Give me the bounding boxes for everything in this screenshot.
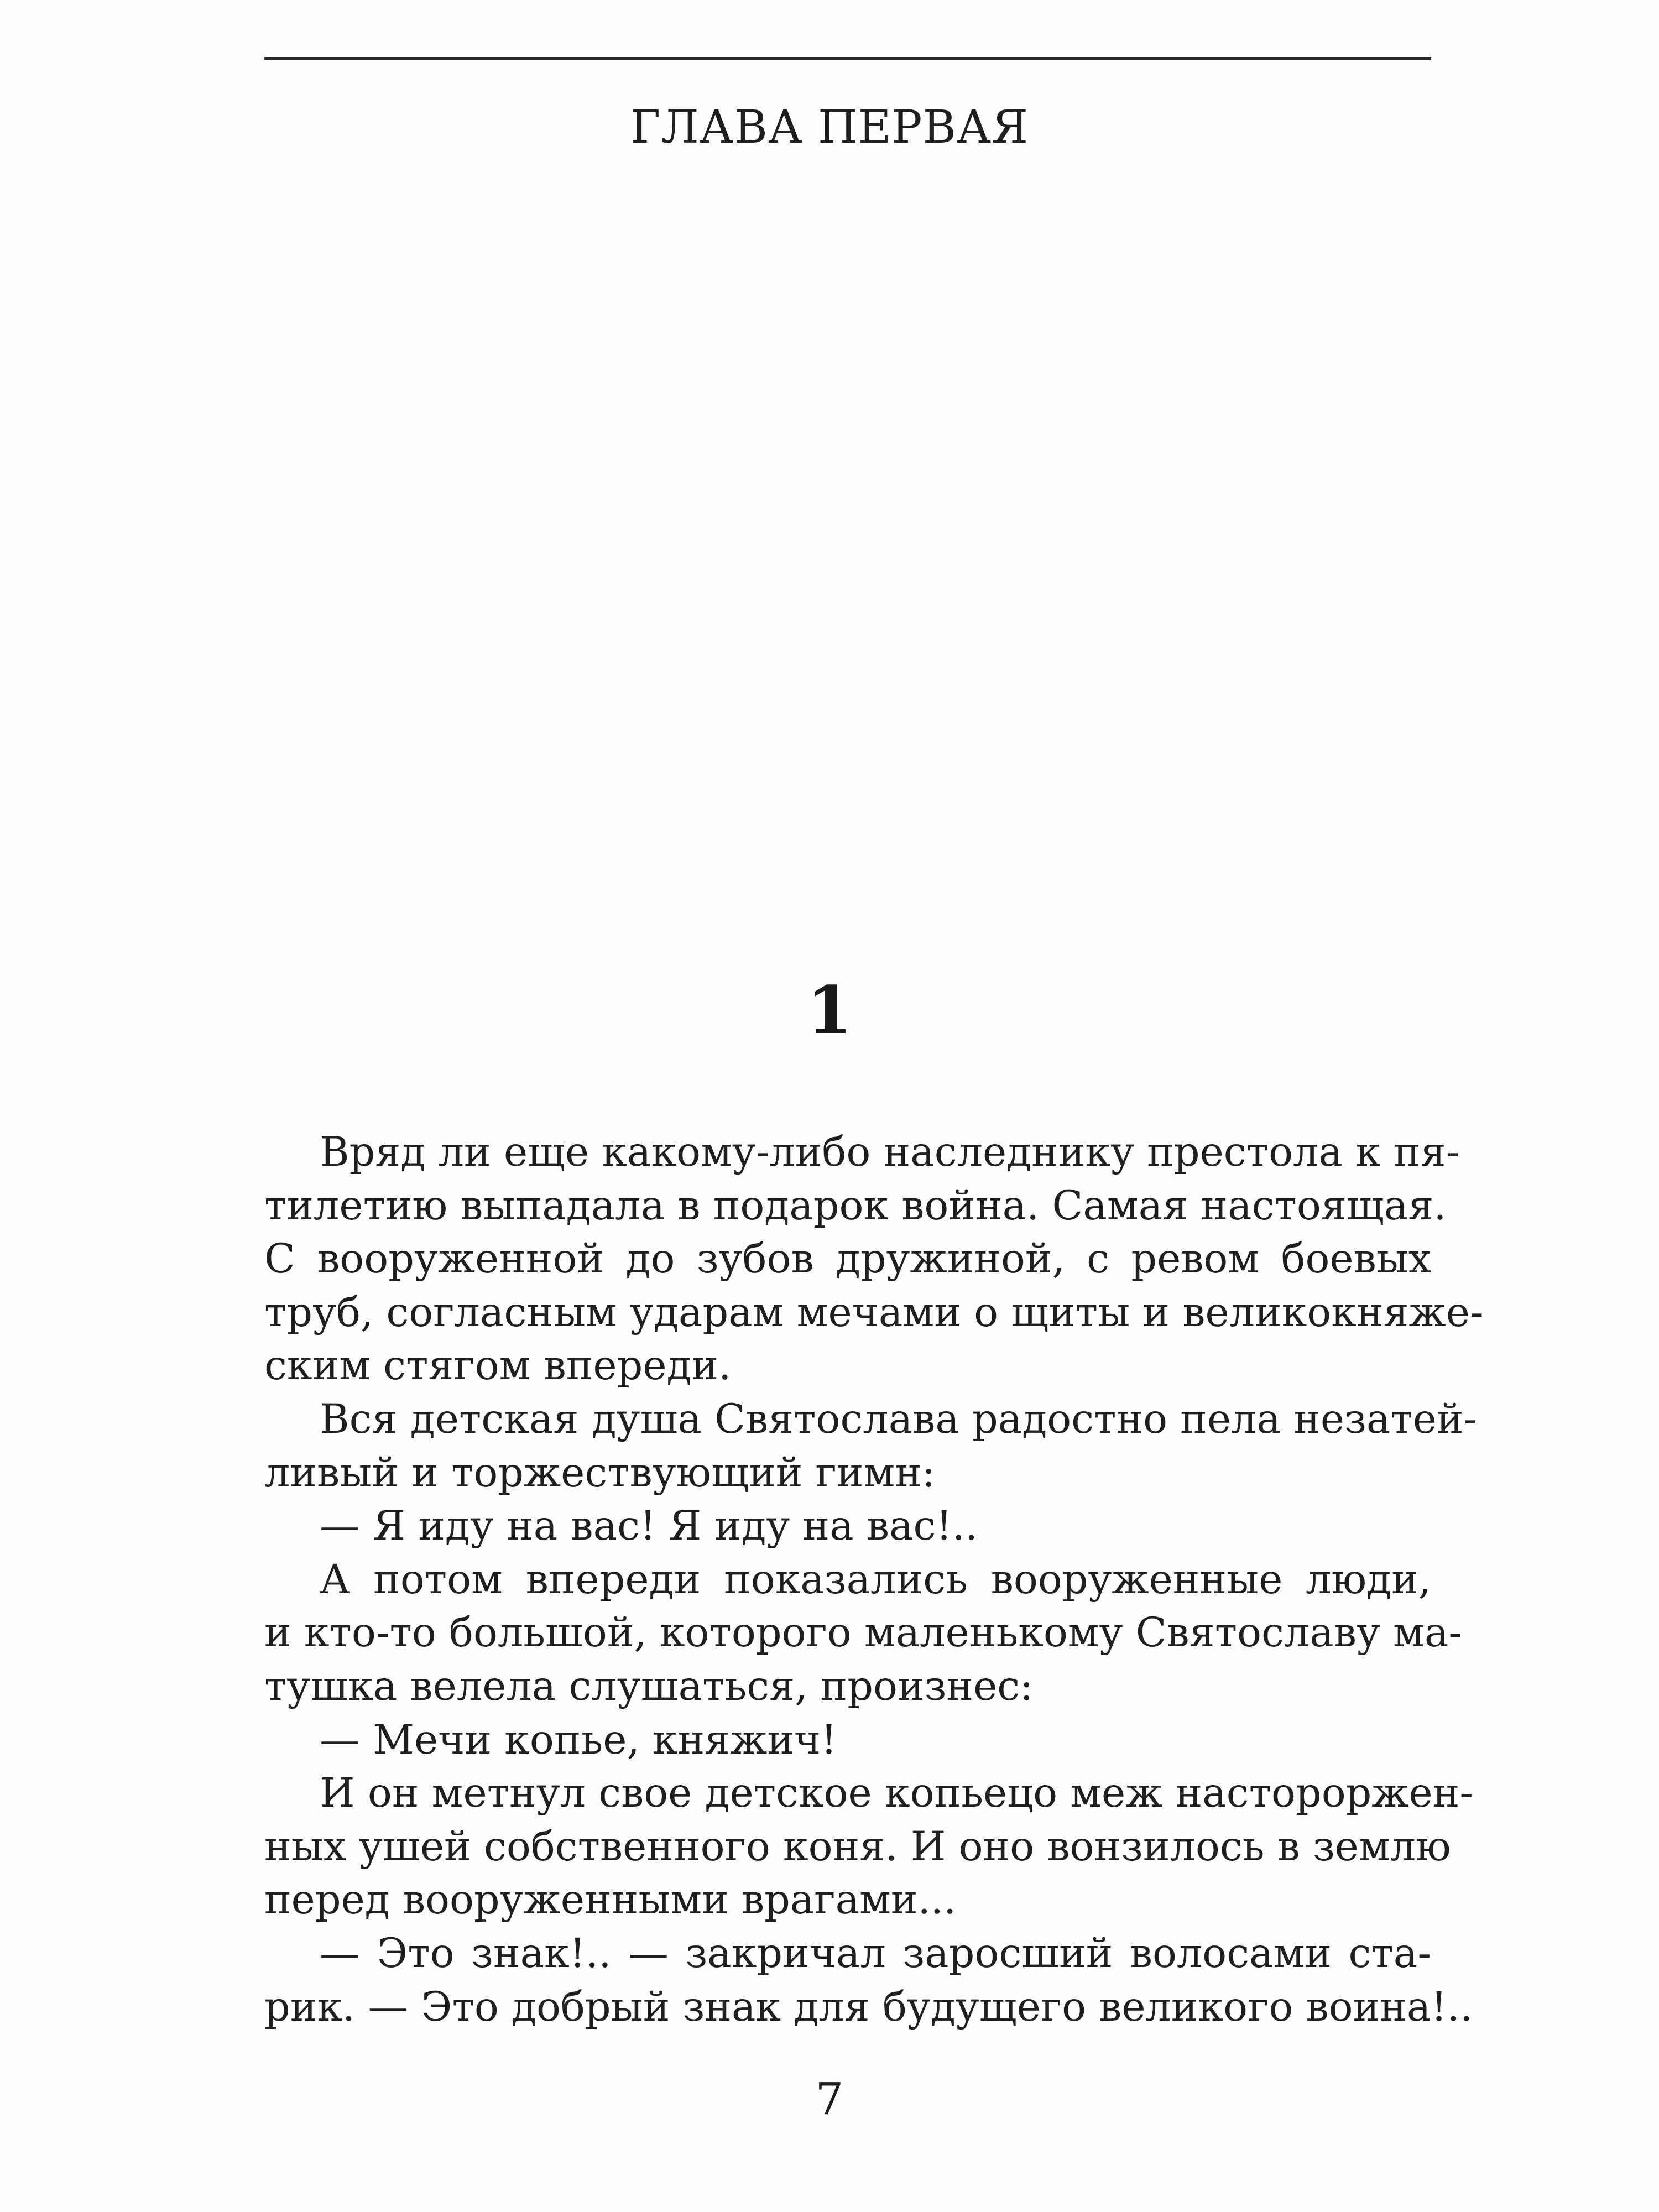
- text-line: ливый и торжествующий гимн:: [264, 1449, 936, 1496]
- text-line: тушка велела слушаться, произнес:: [264, 1662, 1034, 1710]
- text-line: С вооруженной до зубов дружиной, с ревом боевых: [264, 1235, 1431, 1283]
- header-rule: [264, 57, 1431, 60]
- text-line: Вряд ли еще какому-либо наследнику престола к пя-: [320, 1129, 1460, 1176]
- text-line: А потом впереди показались вооруженные люди,: [320, 1556, 1431, 1603]
- dialogue-line: — Мечи копье, княжич!: [320, 1716, 837, 1764]
- text-line: тилетию выпадала в подарок война. Самая настоящая.: [264, 1182, 1447, 1229]
- text-line: труб, согласным ударам мечами о щиты и великокняже-: [264, 1288, 1484, 1336]
- text-line: и кто-то большой, которого маленькому Святославу ма-: [264, 1609, 1463, 1657]
- chapter-title: ГЛАВА ПЕРВАЯ: [630, 101, 1029, 154]
- dialogue-line: — Это знак!.. — закричал заросший волосами ста-: [320, 1929, 1431, 1977]
- dialogue-line: рик. — Это добрый знак для будущего великого воина!..: [264, 1983, 1473, 2031]
- body-text: [264, 1126, 1484, 2034]
- text-line: Вся детская душа Святослава радостно пела незатей-: [320, 1395, 1478, 1443]
- dialogue-line: — Я иду на вас! Я иду на вас!..: [320, 1503, 978, 1550]
- section-number: 1: [806, 972, 853, 1048]
- text-line: ных ушей собственного коня. И оно вонзилось в землю: [264, 1823, 1451, 1870]
- text-line: И он метнул свое детское копьецо меж настороржен-: [320, 1770, 1474, 1817]
- text-line: ским стягом впереди.: [264, 1342, 732, 1390]
- text-line: перед вооруженными врагами...: [264, 1876, 957, 1924]
- page-number: 7: [815, 2073, 844, 2125]
